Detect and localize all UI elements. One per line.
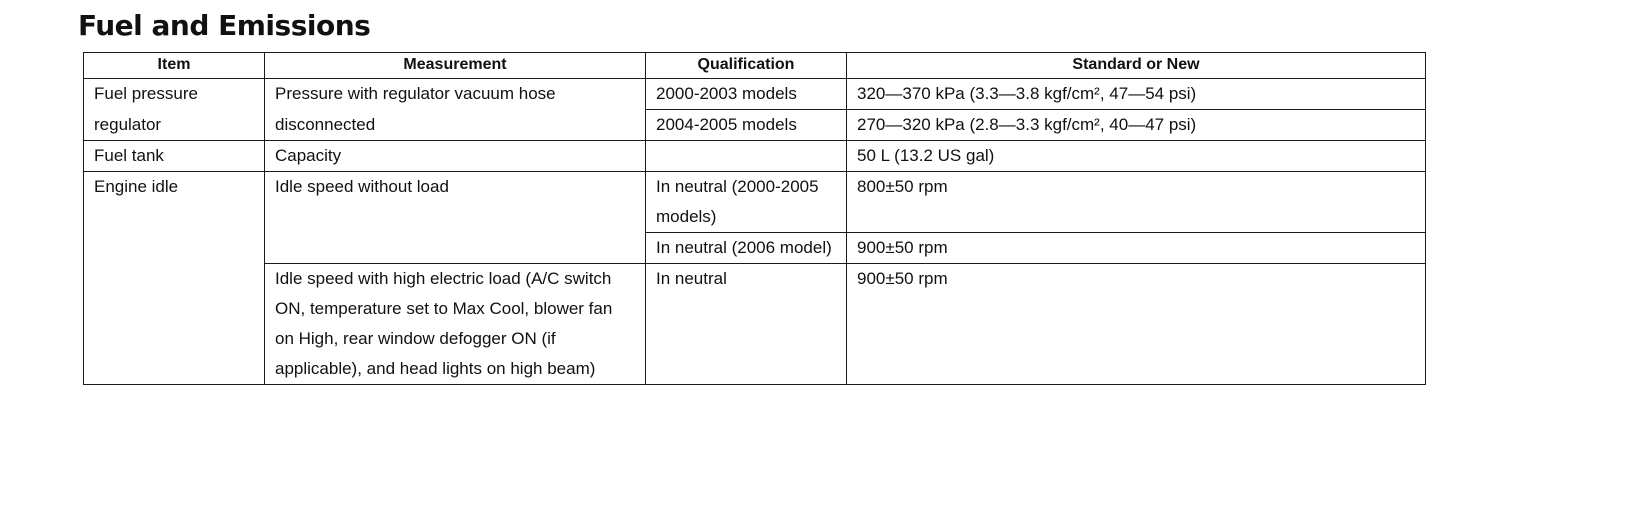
standard-cell: 50 L (13.2 US gal) (847, 141, 1426, 172)
measurement-cell: Idle speed without load (265, 172, 646, 264)
qualification-cell: In neutral (2006 model) (646, 233, 847, 264)
standard-cell: 270—320 kPa (2.8—3.3 kgf/cm², 40—47 psi) (847, 110, 1426, 141)
table-row (84, 79, 1426, 110)
measurement-cell: Idle speed with high electric load (A/C switch ON, temperature set to Max Cool, blower fan on High, rear window defogger ON (if applicable), and head lights on high beam) (265, 264, 646, 385)
table-header-row (84, 53, 1426, 79)
table-row (84, 172, 1426, 233)
page-title: Fuel and Emissions (78, 9, 371, 42)
item-cell: regulator (84, 110, 265, 141)
column-header-measurement: Measurement (265, 53, 646, 79)
specifications-table (83, 52, 1426, 385)
qualification-cell: 2000-2003 models (646, 79, 847, 110)
standard-cell: 900±50 rpm (847, 264, 1426, 385)
table-row (84, 110, 1426, 141)
table-row (84, 141, 1426, 172)
item-cell: Fuel tank (84, 141, 265, 172)
column-header-standard: Standard or New (847, 53, 1426, 79)
table-row (84, 264, 1426, 385)
qualification-cell: 2004-2005 models (646, 110, 847, 141)
column-header-qualification: Qualification (646, 53, 847, 79)
qualification-cell: In neutral (2000-2005 models) (646, 172, 847, 233)
item-cell: Engine idle (84, 172, 265, 385)
standard-cell: 900±50 rpm (847, 233, 1426, 264)
column-header-item: Item (84, 53, 265, 79)
item-cell: Fuel pressure (84, 79, 265, 110)
qualification-cell: In neutral (646, 264, 847, 385)
measurement-cell: Capacity (265, 141, 646, 172)
measurement-cell: Pressure with regulator vacuum hose (265, 79, 646, 110)
standard-cell: 320—370 kPa (3.3—3.8 kgf/cm², 47—54 psi) (847, 79, 1426, 110)
qualification-cell (646, 141, 847, 172)
standard-cell: 800±50 rpm (847, 172, 1426, 233)
measurement-cell: disconnected (265, 110, 646, 141)
